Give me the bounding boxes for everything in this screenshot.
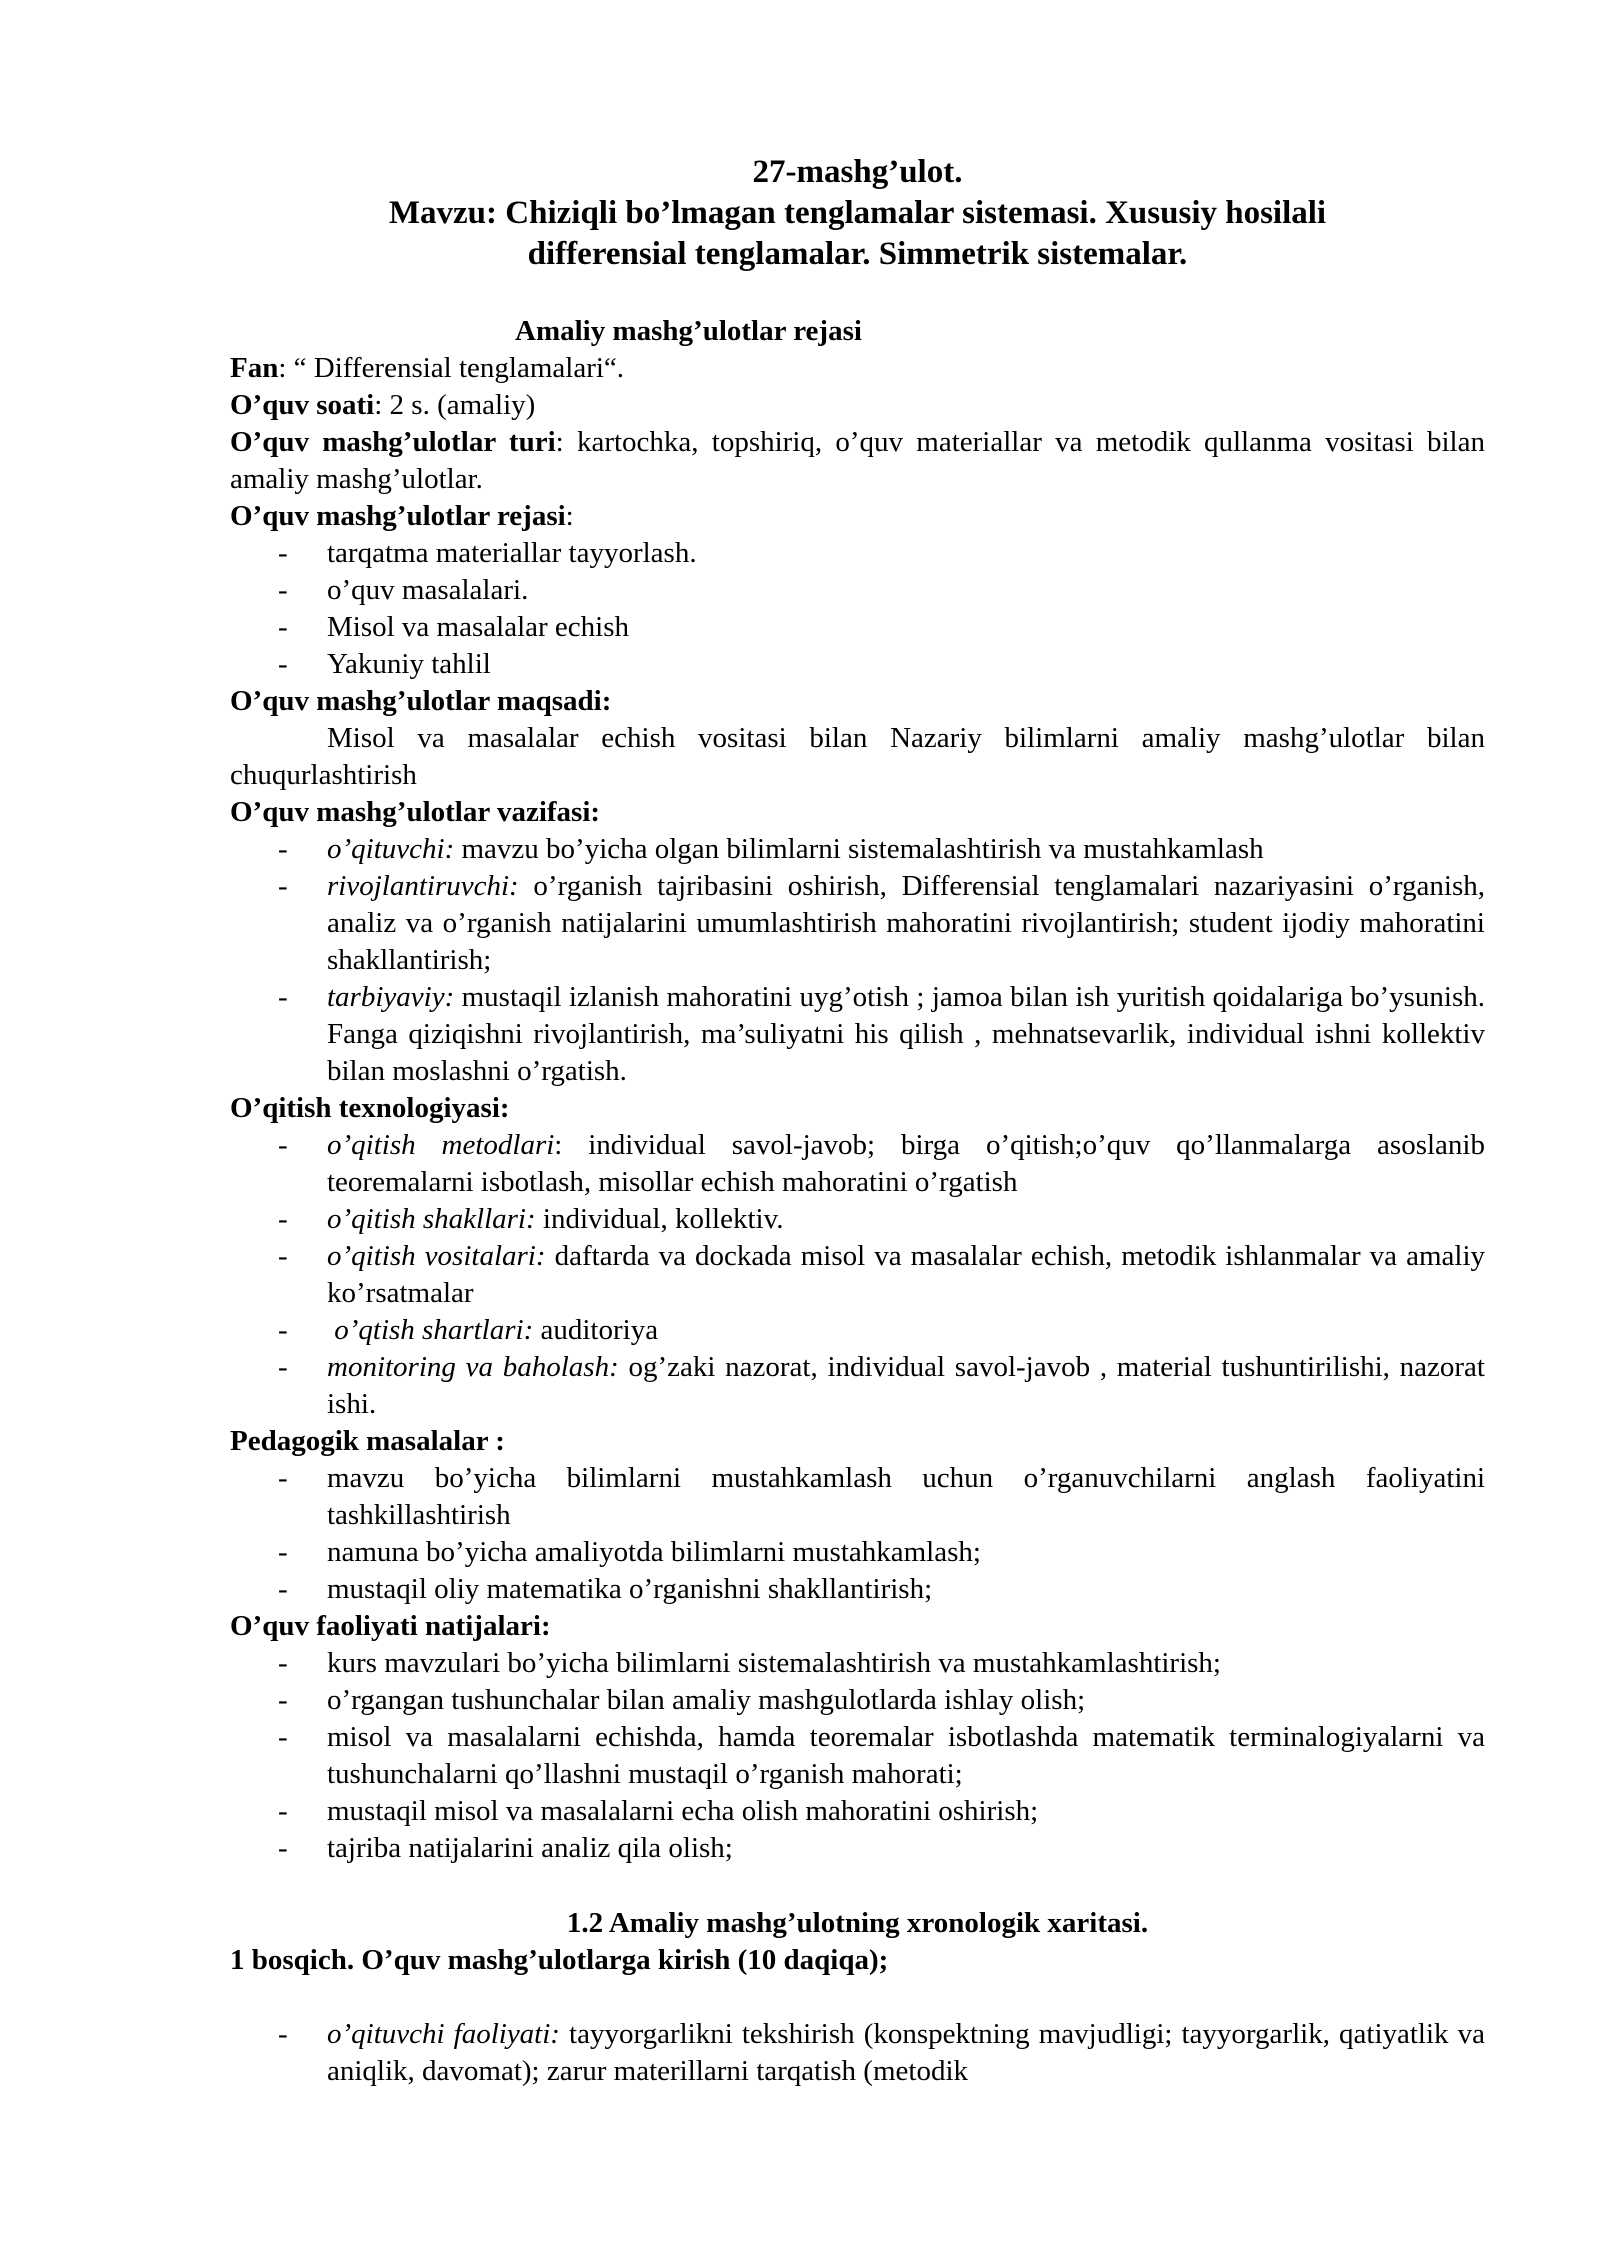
document-title (230, 152, 1485, 275)
item-text: o’rganish tajribasini oshirish, Differensial tenglamalari nazariyasini o’rganish, analiz va o’rganish natijalarini umumlashtirish mahoratini rivojlantirish; student ijodiy mahoratini shakllantirish; (327, 870, 1485, 976)
dash-marker: - (278, 611, 288, 643)
dash-marker: - (278, 648, 288, 680)
list-item (230, 979, 1485, 1090)
xarita-heading: 1.2 Amaliy mashg’ulotning xronologik xaritasi. (566, 1907, 1149, 1939)
fan-label: Fan (230, 352, 279, 384)
turi-value: : kartochka, topshiriq, o’quv materiallar va metodik qullanma vositasi bilan amaliy mashg’ulotlar. (230, 426, 1485, 495)
list-item-text: tarqatma materiallar tayyorlash. (327, 537, 697, 569)
dash-marker: - (278, 1684, 288, 1716)
texnologiya-heading (230, 1090, 1485, 1127)
list-item (230, 831, 1485, 868)
list-item (230, 1238, 1485, 1312)
dash-marker: - (278, 574, 288, 606)
texnologiya-list (230, 1127, 1485, 1423)
fan-value: : “ Differensial tenglamalari“. (278, 352, 625, 384)
document-page (230, 152, 1485, 2090)
vazifasi-heading (230, 794, 1485, 831)
natijalar-heading (230, 1608, 1485, 1645)
item-term: monitoring va baholash: (327, 1351, 619, 1383)
maqsadi-text: Misol va masalalar echish vositasi bilan Nazariy bilimlarni amaliy mashg’ulotlar bilan chuqurlashtirish (230, 722, 1485, 791)
item-text: mavzu bo’yicha olgan bilimlarni sistemalashtirish va mustahkamlash (454, 833, 1264, 865)
dash-marker: - (278, 1647, 288, 1679)
item-term: o’qituvchi faoliyati: (327, 2018, 560, 2050)
dash-marker: - (278, 981, 288, 1013)
texnologiya-label: O’qitish texnologiyasi: (230, 1092, 510, 1124)
dash-marker: - (278, 1795, 288, 1827)
item-term: o’qitish vositalari: (327, 1240, 546, 1272)
vazifasi-label: O’quv mashg’ulotlar vazifasi: (230, 796, 601, 828)
rejasi-colon: : (565, 500, 574, 532)
dash-marker: - (278, 833, 288, 865)
item-text: : individual savol-javob; birga o’qitish;o’quv qo’llanmalarga asoslanib teoremalarni isbotlash, misollar echish mahoratini o’rgatish (327, 1129, 1485, 1198)
maqsadi-label: O’quv mashg’ulotlar maqsadi: (230, 685, 612, 717)
pedagogik-label: Pedagogik masalalar : (230, 1425, 505, 1457)
turi-paragraph (230, 424, 1485, 498)
list-item (230, 609, 1485, 646)
list-item (230, 1349, 1485, 1423)
dash-marker: - (278, 2018, 288, 2050)
dash-marker: - (278, 1721, 288, 1753)
list-item-text: mustaqil oliy matematika o’rganishni shakllantirish; (327, 1573, 933, 1605)
dash-marker: - (278, 870, 288, 902)
title-line-3: differensial tenglamalar. Simmetrik sistemalar. (527, 236, 1188, 272)
list-item-text: kurs mavzulari bo’yicha bilimlarni sistemalashtirish va mustahkamlashtirish; (327, 1647, 1221, 1679)
item-text: auditoriya (533, 1314, 659, 1346)
dash-marker: - (278, 537, 288, 569)
dash-marker: - (278, 1573, 288, 1605)
item-term: tarbiyaviy: (327, 981, 455, 1013)
dash-marker: - (278, 1832, 288, 1864)
natijalar-list (230, 1645, 1485, 1867)
list-item-text: o’quv masalalari. (327, 574, 529, 606)
list-item-text: o’rgangan tushunchalar bilan amaliy mashgulotlarda ishlay olish; (327, 1684, 1086, 1716)
maqsadi-heading (230, 683, 1485, 720)
list-item-text: Misol va masalalar echish (327, 611, 629, 643)
list-item (230, 1830, 1485, 1867)
soat-label: O’quv soati (230, 389, 375, 421)
item-term: o’qitish shakllari: (327, 1203, 536, 1235)
title-line-2: Mavzu: Chiziqli bo’lmagan tenglamalar sistemasi. Xususiy hosilali (388, 195, 1327, 231)
list-item (230, 1682, 1485, 1719)
soat-value: : 2 s. (amaliy) (374, 389, 536, 421)
pedagogik-heading (230, 1423, 1485, 1460)
rejasi-list (230, 535, 1485, 683)
dash-marker: - (278, 1351, 288, 1383)
dash-marker: - (278, 1314, 288, 1346)
stage-1-list (230, 2016, 1485, 2090)
list-item (230, 868, 1485, 979)
list-item-text: misol va masalalarni echishda, hamda teoremalar isbotlashda matematik terminalogiyalarni va tushunchalarni qo’llashni mustaqil o’rganish mahorati; (327, 1721, 1485, 1790)
list-item (230, 1719, 1485, 1793)
list-item (230, 1127, 1485, 1201)
item-text: og’zaki nazorat, individual savol-javob , material tushuntirilishi, nazorat ishi. (327, 1351, 1485, 1420)
natijalar-label: O’quv faoliyati natijalari: (230, 1610, 551, 1642)
vazifasi-list (230, 831, 1485, 1090)
list-item (230, 1534, 1485, 1571)
list-item (230, 1312, 1485, 1349)
item-text: tayyorgarlikni tekshirish (konspektning mavjudligi; tayyorgarlik, qatiyatlik va aniqlik, davomat); zarur materillarni tarqatish (metodik (327, 2018, 1485, 2087)
item-term: rivojlantiruvchi: (327, 870, 519, 902)
dash-marker: - (278, 1129, 288, 1161)
item-text: daftarda va dockada misol va masalalar echish, metodik ishlanmalar va amaliy ko’rsatmalar (327, 1240, 1485, 1309)
fan-line (230, 350, 1485, 387)
item-term: o’qitish metodlari (327, 1129, 555, 1161)
list-item-text: Yakuniy tahlil (327, 648, 491, 680)
dash-marker: - (278, 1203, 288, 1235)
stage-1-heading: 1 bosqich. O’quv mashg’ulotlarga kirish (10 daqiqa); (230, 1944, 889, 1976)
item-text: individual, kollektiv. (535, 1203, 784, 1235)
list-item-text: mustaqil misol va masalalarni echa olish mahoratini oshirish; (327, 1795, 1039, 1827)
list-item (230, 646, 1485, 683)
plan-heading: Amaliy mashg’ulotlar rejasi (515, 315, 862, 347)
list-item-text: tajriba natijalarini analiz qila olish; (327, 1832, 733, 1864)
item-text: mustaqil izlanish mahoratini uyg’otish ; jamoa bilan ish yuritish qoidalariga bo’ysunish. Fanga qiziqishni rivojlantirish, ma’suliyatni his qilish , mehnatsevarlik, individual ishni kollektiv bilan moslashni o’rgatish. (327, 981, 1485, 1087)
turi-label: O’quv mashg’ulotlar turi (230, 426, 556, 458)
title-line-1: 27-mashg’ulot. (752, 154, 963, 190)
rejasi-heading (230, 498, 1485, 535)
list-item-text: namuna bo’yicha amaliyotda bilimlarni mustahkamlash; (327, 1536, 981, 1568)
soat-line (230, 387, 1485, 424)
list-item (230, 1645, 1485, 1682)
list-item (230, 1793, 1485, 1830)
rejasi-label: O’quv mashg’ulotlar rejasi (230, 500, 566, 532)
dash-marker: - (278, 1462, 288, 1494)
list-item-text: mavzu bo’yicha bilimlarni mustahkamlash uchun o’rganuvchilarni anglash faoliyatini tashkillashtirish (327, 1462, 1485, 1531)
list-item (230, 1460, 1485, 1534)
list-item (230, 2016, 1485, 2090)
spacer (230, 1979, 1485, 2016)
list-item (230, 1571, 1485, 1608)
list-item (230, 1201, 1485, 1238)
list-item (230, 535, 1485, 572)
item-term: o’qtish shartlari: (327, 1314, 534, 1346)
pedagogik-list (230, 1460, 1485, 1608)
item-term: o’qituvchi: (327, 833, 455, 865)
dash-marker: - (278, 1536, 288, 1568)
list-item (230, 572, 1485, 609)
dash-marker: - (278, 1240, 288, 1272)
